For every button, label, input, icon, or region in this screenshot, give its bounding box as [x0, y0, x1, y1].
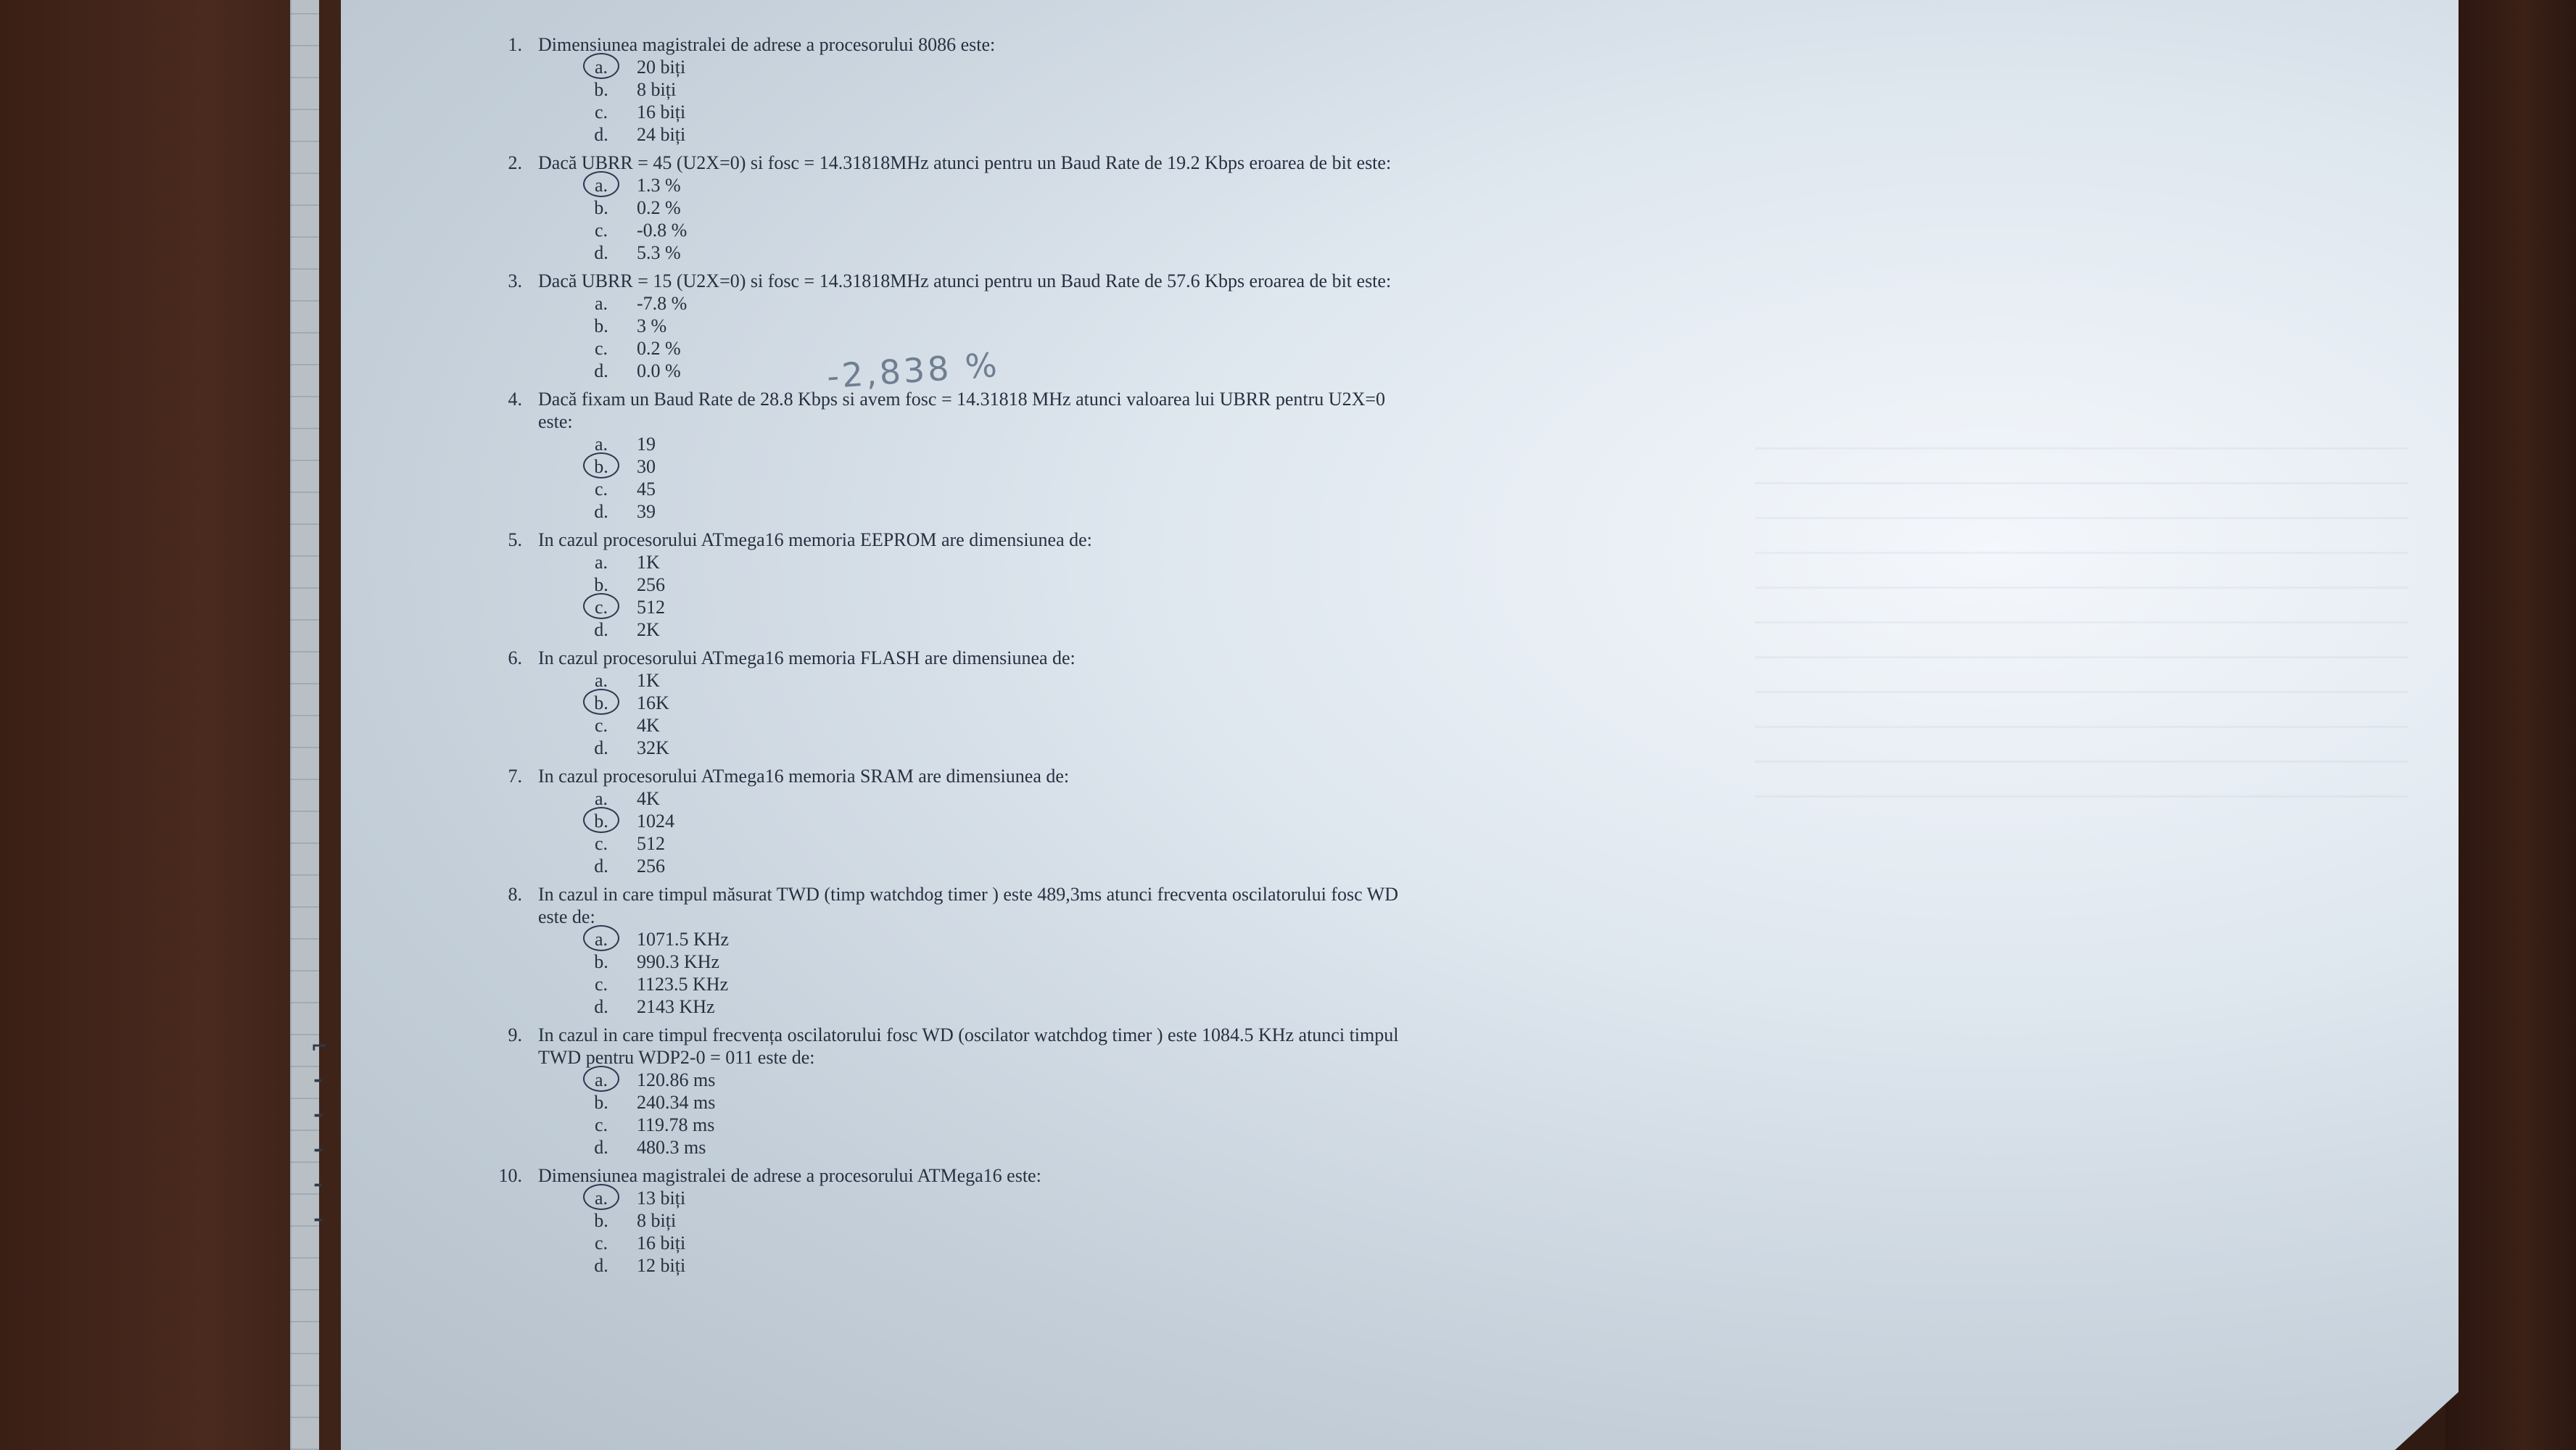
answer-value: 120.86 ms	[637, 1069, 716, 1090]
answer-option	[587, 1209, 1421, 1232]
question-number: 5.	[508, 529, 522, 550]
answer-option	[587, 1232, 1421, 1254]
answer-letter-circled: c.	[587, 596, 615, 618]
answer-letter: d.	[594, 619, 608, 640]
answer-option	[587, 551, 1421, 573]
answer-letter: a.	[594, 552, 608, 573]
answer-value: 1.3 %	[637, 175, 681, 196]
answer-value: 1K	[637, 552, 660, 573]
answer-value: -0.8 %	[637, 220, 688, 241]
answer-options	[587, 174, 1421, 264]
answer-letter: b.	[594, 197, 608, 218]
answer-value: 2K	[637, 619, 660, 640]
answer-value: 119.78 ms	[637, 1114, 715, 1135]
question-text: In cazul procesorului ATmega16 memoria SRAM are dimensiunea de:	[538, 766, 1070, 787]
answer-letter: a.	[594, 788, 608, 809]
answer-value: 30	[637, 456, 656, 477]
question-number: 3.	[508, 270, 522, 291]
answer-option	[587, 737, 1421, 759]
answer-letter-circled: a.	[587, 174, 615, 196]
handwritten-note: -2,838 %	[825, 344, 1002, 397]
question-item	[479, 647, 1421, 759]
question-line	[479, 388, 1421, 433]
answer-letter: b.	[594, 315, 608, 336]
show-through-writing	[1755, 435, 2408, 798]
question-text: Dacă UBRR = 45 (U2X=0) si fosc = 14.31818MHz atunci pentru un Baud Rate de 19.2 Kbps eroarea de bit este:	[538, 152, 1392, 173]
answer-option	[587, 573, 1421, 596]
question-line	[479, 647, 1421, 669]
answer-letter-circled: a.	[587, 56, 615, 78]
answer-letter: c.	[594, 974, 608, 995]
answer-letter: b.	[594, 574, 608, 595]
question-item	[479, 529, 1421, 641]
answer-letter: c.	[594, 102, 608, 123]
answer-value: 4K	[637, 788, 660, 809]
question-number: 1.	[508, 34, 522, 55]
answer-options	[587, 1187, 1421, 1277]
answer-value: 0.0 %	[637, 360, 681, 381]
answer-options	[587, 1069, 1421, 1159]
question-line	[479, 1024, 1421, 1069]
answer-option	[587, 596, 1421, 618]
answer-value: 512	[637, 833, 665, 854]
question-number: 8.	[508, 884, 522, 905]
answer-option	[587, 950, 1421, 973]
question-item	[479, 152, 1421, 264]
answer-letter: d.	[594, 1255, 608, 1276]
answer-value: 0.2 %	[637, 197, 681, 218]
question-line	[479, 883, 1421, 928]
answer-letter-circled: a.	[587, 1069, 615, 1091]
answer-letter: c.	[594, 338, 608, 359]
question-text: In cazul in care timpul frecvența oscilatorului fosc WD (oscilator watchdog timer ) este 1084.5 KHz atunci timpul TWD pentru WDP2-0 = 011 este de:	[538, 1024, 1399, 1068]
answer-option	[587, 1069, 1421, 1091]
answer-value: 8 biți	[637, 1210, 677, 1231]
answer-letter: d.	[594, 737, 608, 758]
answer-value: 19	[637, 434, 656, 455]
answer-letter: c.	[594, 220, 608, 241]
answer-option	[587, 500, 1421, 523]
answer-letter: d.	[594, 242, 608, 263]
question-text: In cazul procesorului ATmega16 memoria FLASH are dimensiunea de:	[538, 647, 1076, 668]
answer-value: 1123.5 KHz	[637, 974, 729, 995]
question-text: Dimensiunea magistralei de adrese a procesorului 8086 este:	[538, 34, 996, 55]
answer-option	[587, 433, 1421, 455]
question-number: 4.	[508, 389, 522, 410]
answer-options	[587, 787, 1421, 877]
answer-value: 45	[637, 478, 656, 500]
question-line	[479, 270, 1421, 292]
answer-options	[587, 551, 1421, 641]
answer-value: 1024	[637, 811, 674, 832]
answer-value: 5.3 %	[637, 242, 681, 263]
answer-option	[587, 56, 1421, 78]
answer-value: 16 biți	[637, 1232, 686, 1254]
answer-letter: d.	[594, 360, 608, 381]
answer-value: 20 biți	[637, 57, 686, 78]
answer-option	[587, 692, 1421, 714]
question-text: In cazul in care timpul măsurat TWD (timp watchdog timer ) este 489,3ms atunci frecventa oscilatorului fosc WD este de:	[538, 884, 1398, 927]
answer-option	[587, 787, 1421, 810]
question-number: 6.	[508, 647, 522, 668]
answer-option	[587, 1254, 1421, 1277]
answer-value: 12 biți	[637, 1255, 686, 1276]
answer-option	[587, 174, 1421, 196]
answer-option	[587, 292, 1421, 315]
answer-option	[587, 995, 1421, 1018]
answer-letter: d.	[594, 1137, 608, 1158]
answer-option	[587, 669, 1421, 692]
answer-option	[587, 1091, 1421, 1114]
answer-letter: c.	[594, 478, 608, 500]
question-text: Dimensiunea magistralei de adrese a procesorului ATMega16 este:	[538, 1165, 1041, 1186]
answer-letter: b.	[594, 79, 608, 100]
answer-option	[587, 337, 1421, 360]
answer-letter: a.	[594, 293, 608, 314]
answer-option	[587, 832, 1421, 855]
answer-letter: b.	[594, 1092, 608, 1113]
answer-option	[587, 714, 1421, 737]
answer-option	[587, 360, 1421, 382]
answer-value: 39	[637, 501, 656, 522]
answer-letter: a.	[594, 434, 608, 455]
question-line	[479, 152, 1421, 174]
margin-marks: ⌐ ⁃ ⁃ ⁃ ⁃ ⁃	[312, 1032, 327, 1235]
answer-options	[587, 928, 1421, 1018]
answer-options	[587, 292, 1421, 382]
answer-option	[587, 219, 1421, 241]
answer-letter: d.	[594, 856, 608, 877]
answer-value: 256	[637, 856, 665, 877]
answer-letter-circled: a.	[587, 1187, 615, 1209]
answer-value: 16 biți	[637, 102, 686, 123]
question-number: 2.	[508, 152, 522, 173]
question-line	[479, 529, 1421, 551]
answer-option	[587, 241, 1421, 264]
question-item	[479, 1164, 1421, 1277]
answer-option	[587, 123, 1421, 146]
answer-value: 13 biți	[637, 1188, 686, 1209]
answer-letter: d.	[594, 501, 608, 522]
answer-value: 990.3 KHz	[637, 951, 720, 972]
question-text: Dacă UBRR = 15 (U2X=0) si fosc = 14.31818MHz atunci pentru un Baud Rate de 57.6 Kbps eroarea de bit este:	[538, 270, 1392, 291]
answer-option	[587, 618, 1421, 641]
answer-option	[587, 478, 1421, 500]
answer-letter: a.	[594, 670, 608, 691]
answer-option	[587, 928, 1421, 950]
question-list	[479, 33, 1421, 1277]
answer-value: 1071.5 KHz	[637, 929, 730, 950]
answer-value: 1K	[637, 670, 660, 691]
question-item	[479, 388, 1421, 523]
answer-value: 16K	[637, 692, 669, 713]
answer-option	[587, 455, 1421, 478]
answer-value: 3 %	[637, 315, 667, 336]
answer-value: -7.8 %	[637, 293, 688, 314]
question-item	[479, 765, 1421, 877]
answer-letter: c.	[594, 1114, 608, 1135]
answer-letter-circled: a.	[587, 928, 615, 950]
answer-letter-circled: b.	[587, 455, 615, 478]
question-number: 9.	[508, 1024, 522, 1045]
desk-surface-right	[2445, 0, 2576, 1450]
question-line	[479, 33, 1421, 56]
answer-letter: b.	[594, 951, 608, 972]
question-number: 10.	[498, 1165, 522, 1186]
answer-letter: c.	[594, 715, 608, 736]
answer-value: 0.2 %	[637, 338, 681, 359]
answer-options	[587, 433, 1421, 523]
question-item	[479, 33, 1421, 146]
answer-value: 32K	[637, 737, 669, 758]
answer-option	[587, 1136, 1421, 1159]
answer-letter: d.	[594, 124, 608, 145]
answer-option	[587, 855, 1421, 877]
answer-letter-circled: b.	[587, 692, 615, 714]
question-item	[479, 1024, 1421, 1159]
answer-option	[587, 196, 1421, 219]
answer-option	[587, 315, 1421, 337]
answer-option	[587, 78, 1421, 101]
answer-options	[587, 669, 1421, 759]
answer-value: 512	[637, 597, 665, 618]
question-line	[479, 1164, 1421, 1187]
answer-option	[587, 1114, 1421, 1136]
answer-value: 2143 KHz	[637, 996, 715, 1017]
answer-value: 24 biți	[637, 124, 686, 145]
question-text: In cazul procesorului ATmega16 memoria EEPROM are dimensiunea de:	[538, 529, 1092, 550]
answer-value: 4K	[637, 715, 660, 736]
answer-letter: b.	[594, 1210, 608, 1231]
answer-option	[587, 810, 1421, 832]
question-number: 7.	[508, 766, 522, 787]
answer-value: 240.34 ms	[637, 1092, 716, 1113]
answer-value: 8 biți	[637, 79, 677, 100]
answer-value: 256	[637, 574, 665, 595]
answer-value: 480.3 ms	[637, 1137, 706, 1158]
answer-option	[587, 973, 1421, 995]
answer-option	[587, 101, 1421, 123]
answer-letter: c.	[594, 833, 608, 854]
answer-letter-circled: b.	[587, 810, 615, 832]
question-text: Dacă fixam un Baud Rate de 28.8 Kbps si avem fosc = 14.31818 MHz atunci valoarea lui UBRR pentru U2X=0 este:	[538, 389, 1386, 432]
question-item	[479, 883, 1421, 1018]
answer-options	[587, 56, 1421, 146]
answer-letter: c.	[594, 1232, 608, 1254]
question-line	[479, 765, 1421, 787]
answer-option	[587, 1187, 1421, 1209]
answer-letter: d.	[594, 996, 608, 1017]
